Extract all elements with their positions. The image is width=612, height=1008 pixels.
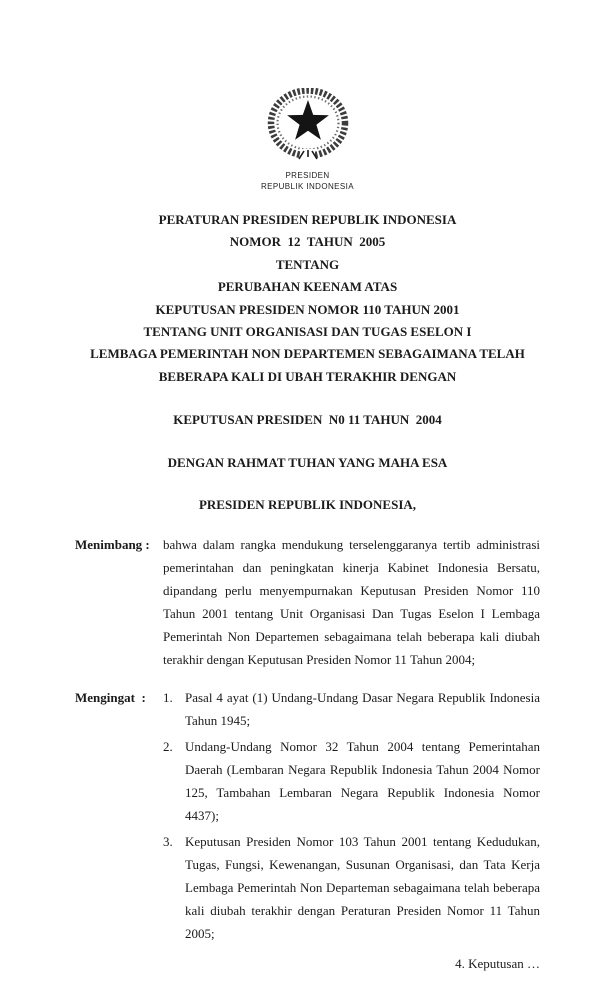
title-line-6: TENTANG UNIT ORGANISASI DAN TUGAS ESELON I [143,324,472,340]
document-body [75,533,540,975]
menimbang-label: Menimbang : [75,537,150,553]
legal-item-3-number: 3. [163,834,173,850]
issuer-line: PRESIDEN REPUBLIK INDONESIA, [198,497,417,513]
star-wreath-emblem-icon [260,88,356,162]
legal-item-1-text: Pasal 4 ayat (1) Undang-Undang Dasar Negara Republik Indonesia Tahun 1945; [185,690,540,729]
title-line-2: NOMOR 12 TAHUN 2005 [229,234,386,250]
legal-item-1-number: 1. [163,690,173,706]
mengingat-items [163,686,540,945]
seal-caption-line1: PRESIDEN [285,171,330,180]
clause-mengingat [75,686,540,945]
document-title [75,209,540,388]
title-line-1: PERATURAN PRESIDEN REPUBLIK INDONESIA [158,212,457,227]
seal-block [75,88,540,192]
seal-caption-line2: REPUBLIK INDONESIA [260,181,354,191]
menimbang-text: bahwa dalam rangka mendukung terselenggaranya tertib administrasi pemerintahan dan peningkatan kinerja Kabinet Indonesia Bersatu, dipandang perlu menyempurnakan Keputusan Presiden Nomor 110 Tahun 2001 tentang Unit Organisasi Dan Tugas Eselon I Lembaga Pemerintah Non Departemen sebagaimana telah beberapa kali diubah terakhir dengan Keputusan Presiden Nomor 11 Tahun 2004; [163,537,540,668]
seal-caption [75,171,540,192]
title-line-3: TENTANG [275,256,340,272]
legal-item-3-text: Keputusan Presiden Nomor 103 Tahun 2001 tentang Kedudukan, Tugas, Fungsi, Kewenangan, Susunan Organisasi, dan Tata Kerja Lembaga Pemerintah Non Departeman sebagaimana telah beberapa kali diubah terakhir dengan Peraturan Presiden Nomor 11 Tahun 2005; [185,834,540,942]
legal-item-2-text: Undang-Undang Nomor 32 Tahun 2004 tentang Pemerintahan Daerah (Lembaran Negara Republik Indonesia Tahun 2004 Nomor 125, Tambahan Lembaran Negara Republik Indonesia Nomor 4437); [185,739,540,824]
legal-item-2 [163,735,540,827]
page-catchword: 4. Keputusan … [455,956,540,972]
title-line-4: PERUBAHAN KEENAM ATAS [217,279,398,295]
legal-item-2-number: 2. [163,739,173,755]
legal-item-1 [163,686,540,732]
title-line-7: LEMBAGA PEMERINTAH NON DEPARTEMEN SEBAGAIMANA TELAH [90,346,525,362]
title-line-5: KEPUTUSAN PRESIDEN NOMOR 110 TAHUN 2001 [155,301,460,317]
legal-item-3 [163,830,540,945]
clause-menimbang [75,533,540,671]
decree-reference-line: KEPUTUSAN PRESIDEN N0 11 TAHUN 2004 [173,412,442,428]
title-line-8: BEBERAPA KALI DI UBAH TERAKHIR DENGAN [158,368,457,384]
invocation-line: DENGAN RAHMAT TUHAN YANG MAHA ESA [167,455,448,471]
mengingat-label: Mengingat : [75,690,146,706]
